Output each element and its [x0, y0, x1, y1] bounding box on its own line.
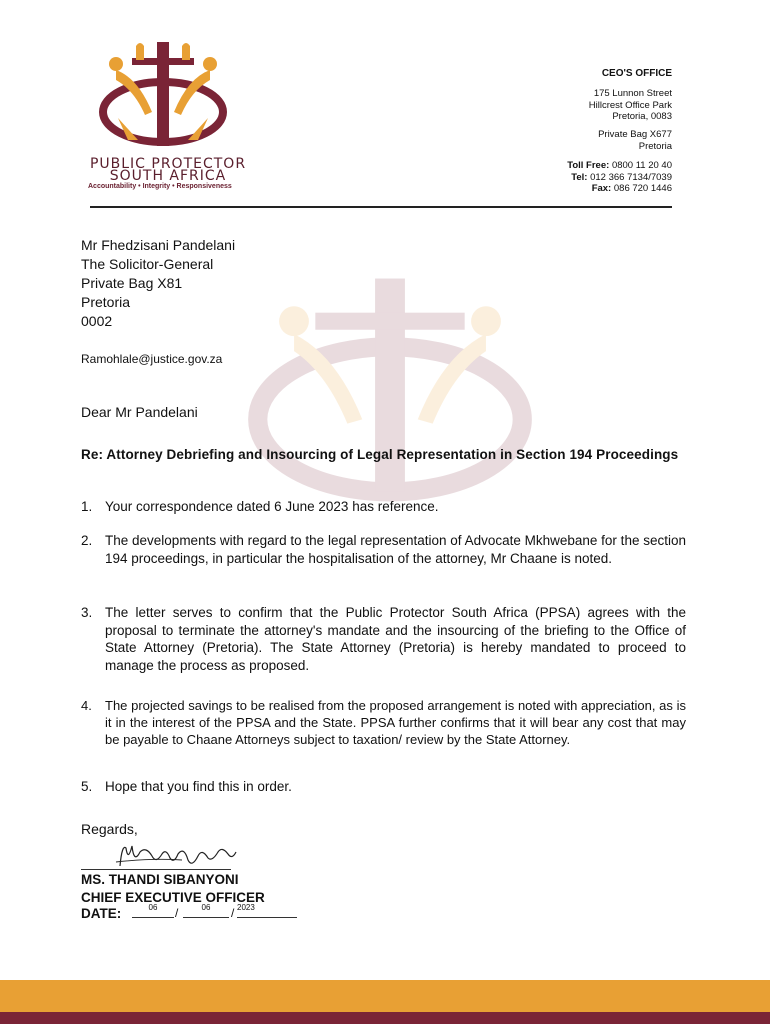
item-text: The projected savings to be realised from the proposed arrangement is noted with appreciation, as is it in the interest of the PPSA and the State. PPSA further confirms that it will bear any cost that may be payable to Chaane Attorneys subject to taxation/ review by the State Attorney.	[105, 698, 686, 747]
recipient-line: Private Bag X81	[81, 275, 183, 291]
subject-line: Re: Attorney Debriefing and Insourcing of Legal Representation in Section 194 Proceedings	[81, 447, 679, 462]
tel-value: 012 366 7134/7039	[590, 171, 672, 183]
signatory-block	[81, 871, 265, 907]
address-line: 175 Lunnon Street	[593, 88, 672, 99]
fax-label: Fax:	[591, 183, 612, 194]
signature-line	[81, 869, 231, 870]
postal-address	[598, 129, 672, 152]
public-protector-emblem-icon	[88, 40, 238, 152]
date-day-field[interactable]: 06	[132, 903, 174, 918]
date-year-field[interactable]: 2023	[237, 903, 297, 918]
street-address	[589, 88, 672, 123]
tel-label: Tel:	[571, 171, 588, 183]
fax-value: 086 720 1446	[613, 183, 672, 194]
postal-line: Pretoria	[638, 140, 672, 152]
address-line: Hillcrest Office Park	[588, 99, 672, 111]
toll-free	[567, 160, 672, 172]
watermark-emblem-icon	[230, 270, 550, 509]
header-divider	[90, 206, 672, 208]
item-text: Your correspondence dated 6 June 2023 has reference.	[105, 499, 439, 514]
telephone	[567, 172, 672, 184]
toll-free-label: Toll Free:	[567, 160, 610, 171]
recipient-line: 0002	[81, 313, 113, 329]
signatory-title: CHIEF EXECUTIVE OFFICER	[81, 890, 265, 905]
phone-numbers	[567, 160, 672, 195]
office-title: CEO'S OFFICE	[601, 68, 672, 79]
item-text: The developments with regard to the legal representation of Advocate Mkhwebane for the section 194 proceedings, in particular the hospitalisation of the attorney, Mr Chaane is noted.	[105, 533, 686, 566]
item-text: Hope that you find this in order.	[105, 779, 292, 794]
item-text: The letter serves to confirm that the Public Protector South Africa (PPSA) agrees with the proposal to terminate the attorney's mandate and the insourcing of the briefing to the Office of State Attorney (Pretoria). The State Attorney (Pretoria) is hereby mandated to proceed to manage the process as proposed.	[105, 605, 686, 673]
org-name-line2: SOUTH AFRICA	[109, 168, 227, 184]
date-label: DATE:	[81, 906, 122, 921]
date-separator: /	[231, 906, 235, 920]
item-number: 2.	[81, 533, 93, 548]
date-month-field[interactable]: 06	[183, 903, 229, 918]
recipient-line: Pretoria	[81, 294, 131, 310]
list-item	[81, 498, 686, 516]
item-number: 5.	[81, 779, 93, 794]
postal-line: Private Bag X677	[598, 129, 672, 140]
closing: Regards,	[81, 821, 138, 837]
recipient-email: Ramohlale@justice.gov.za	[81, 352, 223, 366]
toll-free-value: 0800 11 20 40	[611, 160, 672, 171]
fax	[567, 183, 672, 195]
item-number: 1.	[81, 499, 93, 514]
recipient-address	[81, 236, 235, 331]
recipient-line: The Solicitor-General	[81, 256, 214, 272]
date-separator: /	[175, 906, 179, 920]
footer-band-maroon	[0, 1012, 770, 1024]
org-tagline: Accountability • Integrity • Responsiveness	[88, 183, 232, 190]
footer-band-orange	[0, 980, 770, 1012]
list-item	[81, 778, 686, 796]
list-item	[81, 532, 686, 567]
org-name-line1: PUBLIC PROTECTOR	[89, 156, 247, 172]
address-line: Pretoria, 0083	[612, 111, 672, 122]
recipient-line: Mr Fhedzisani Pandelani	[81, 237, 236, 253]
item-number: 4.	[81, 698, 92, 713]
handwritten-signature	[112, 838, 242, 872]
signatory-name: MS. THANDI SIBANYONI	[81, 872, 239, 887]
list-item	[81, 697, 686, 748]
item-number: 3.	[81, 605, 93, 620]
list-item	[81, 604, 686, 674]
salutation: Dear Mr Pandelani	[81, 404, 198, 420]
